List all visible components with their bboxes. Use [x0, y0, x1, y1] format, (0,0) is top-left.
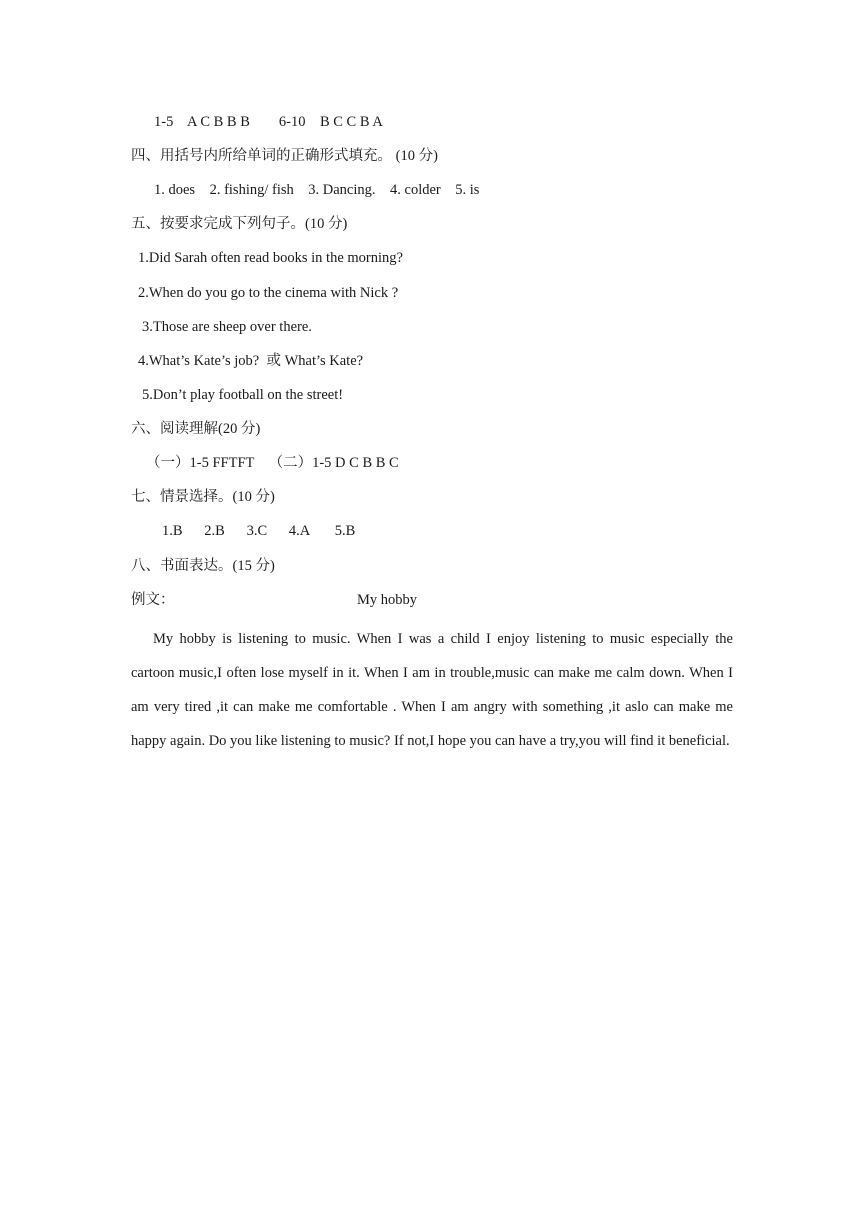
section-5-item-4: 4.What’s Kate’s job? 或 What’s Kate?	[138, 353, 364, 369]
section-6-answers: （一）1-5 FFTFT （二）1-5 D C B B C	[146, 455, 399, 471]
essay-body: My hobby is listening to music. When I was a child I enjoy listening to music especially the cartoon music,I often lose myself in it. When I am in trouble,music can make me calm down. When I am very tired ,it can make me comfortable . When I am angry with something ,it aslo can make me happy again. Do you like listening to music? If not,I hope you can have a try,you will find it beneficial.	[131, 631, 733, 749]
section-7-answers: 1.B 2.B 3.C 4.A 5.B	[162, 523, 356, 539]
choice-answers: 1-5 A C B B B 6-10 B C C B A	[154, 114, 383, 130]
section-7-title: 七、情景选择。(10 分)	[131, 489, 275, 505]
section-6-title: 六、阅读理解(20 分)	[131, 421, 261, 437]
section-5-item-2: 2.When do you go to the cinema with Nick ?	[138, 285, 399, 301]
section-5-item-1: 1.Did Sarah often read books in the morning?	[138, 250, 403, 266]
example-label: 例文：	[131, 592, 175, 608]
section-5-item-3: 3.Those are sheep over there.	[142, 319, 312, 335]
section-5-title: 五、按要求完成下列句子。(10 分)	[131, 216, 348, 232]
section-8-title: 八、书面表达。(15 分)	[131, 558, 275, 574]
section-4-title: 四、用括号内所给单词的正确形式填充。 (10 分)	[131, 148, 438, 164]
section-5-item-5: 5.Don’t play football on the street!	[142, 387, 344, 403]
section-4-answers: 1. does 2. fishing/ fish 3. Dancing. 4. colder 5. is	[154, 182, 480, 198]
essay-title: My hobby	[357, 592, 418, 608]
